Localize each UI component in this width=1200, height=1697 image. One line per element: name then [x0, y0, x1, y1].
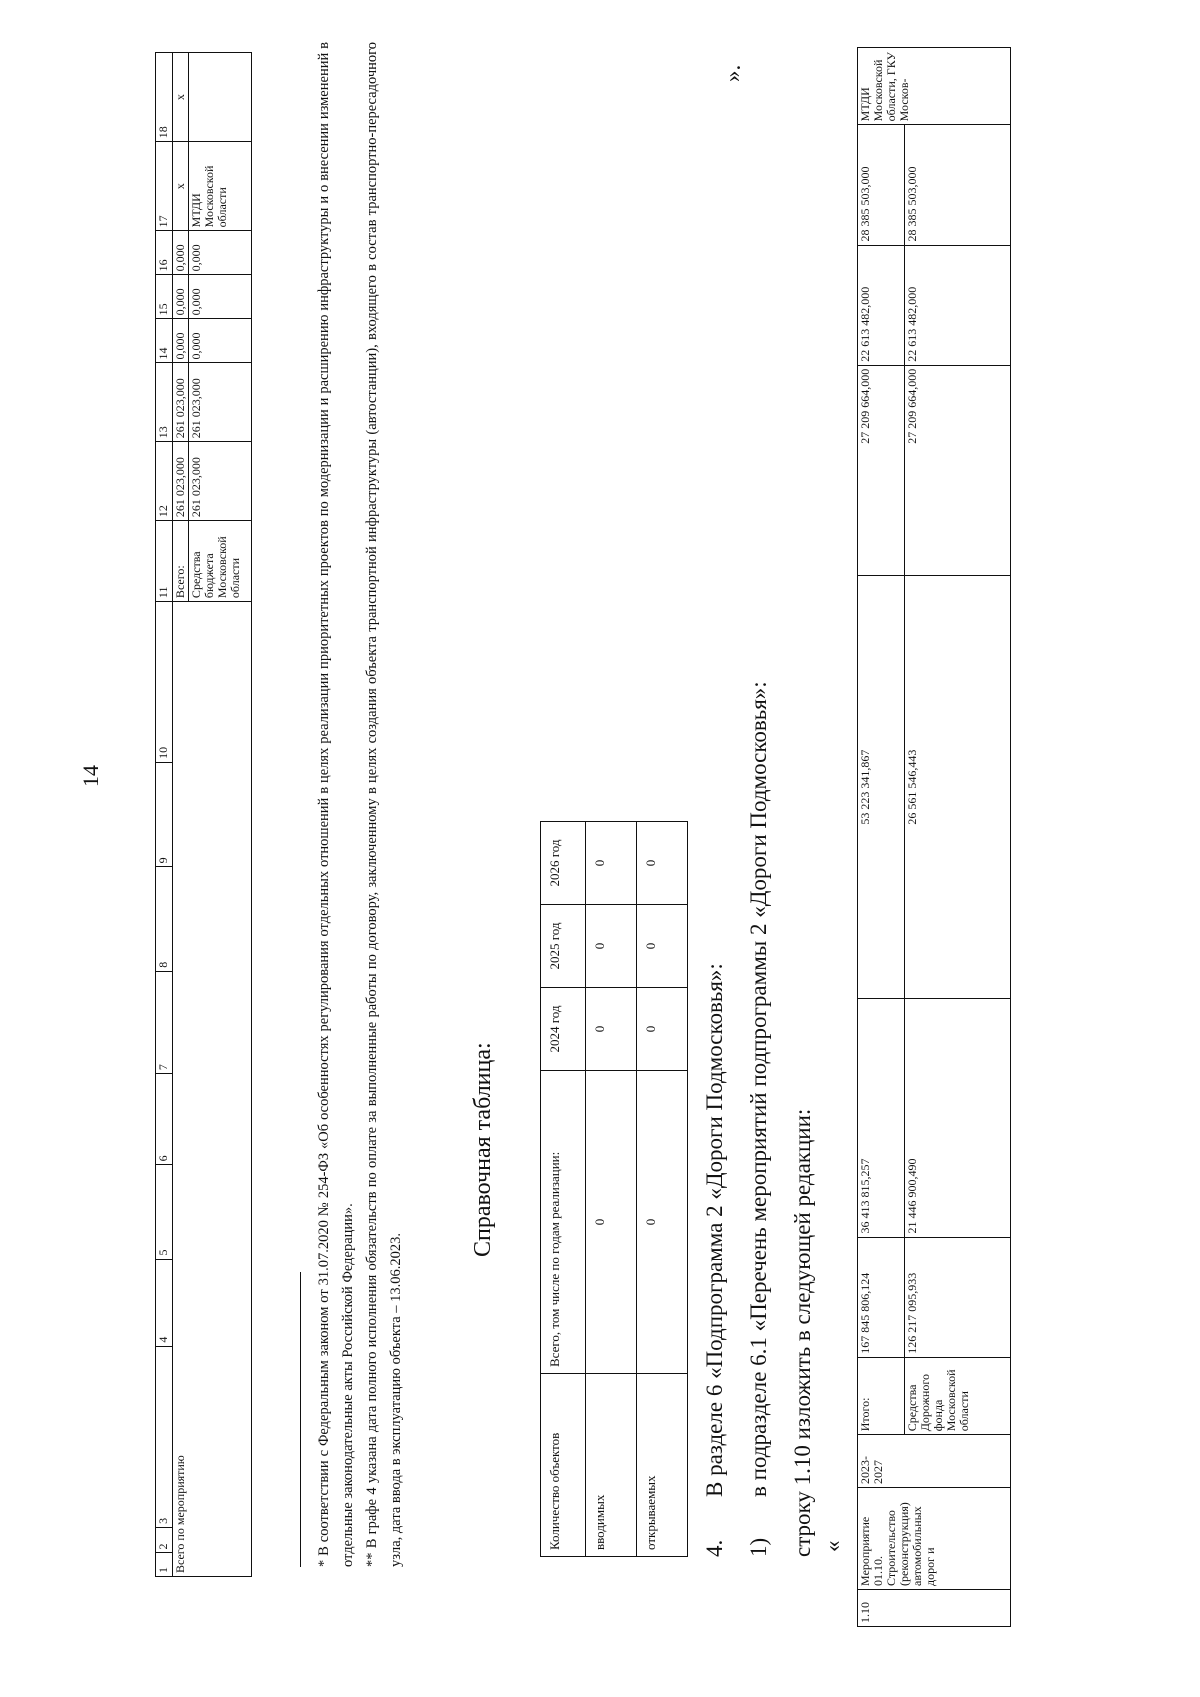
footnote-2: ** В графе 4 указана дата полного исполнения обязательств по оплате за выполненные работы по договору, заключенному в целях создания объекта транспортной инфраструктуры (автостанции), входящего в состав транспортно-пересадочного узла, дата ввода в эксплуатацию объекта – 13.06.2023. — [364, 42, 404, 1567]
value-cell: 0 — [637, 1071, 688, 1374]
row-label-text: Всего по мероприятию — [173, 1455, 187, 1573]
value-cell: 126 217 095,933 — [904, 1237, 1010, 1357]
value-cell: 27 209 664,000 — [904, 365, 1010, 575]
responsible-cell: МТДИ Московской области — [189, 142, 252, 231]
value-cell: 36 413 815,257 — [858, 999, 905, 1237]
label-cell: открываемых — [637, 1374, 688, 1557]
col-num: 2 — [156, 1527, 173, 1553]
value-cell: 261 023,000 — [173, 442, 189, 521]
value-cell: 0 — [637, 905, 688, 988]
value-cell: 0 — [586, 1071, 637, 1374]
item-number: 1) — [746, 1537, 771, 1557]
value-cell: 27 209 664,000 — [858, 365, 905, 575]
value-cell: 0 — [637, 822, 688, 905]
responsible-cell: МТДИ Московской области, ГКУ Москов- — [858, 48, 1011, 125]
table-row — [586, 822, 637, 1557]
value-cell: 261 023,000 — [189, 442, 252, 521]
item-text: в подразделе 6.1 «Перечень мероприятий подпрограммы 2 «Дороги Подмосковья»: — [746, 681, 771, 1497]
table-row — [637, 822, 688, 1557]
value-cell: 28 385 503,000 — [858, 125, 905, 245]
section-item-4 — [700, 157, 730, 1557]
section-item-1 — [744, 157, 774, 1557]
col-num: 6 — [156, 1074, 173, 1165]
col-num: 10 — [156, 602, 173, 763]
period: 2023-2027 — [858, 1435, 1011, 1488]
value-cell: x — [173, 142, 189, 231]
value-cell: 0 — [586, 905, 637, 988]
col-num: 11 — [156, 521, 173, 602]
table-row — [858, 48, 905, 1627]
value-cell: 261 023,000 — [173, 363, 189, 442]
footnote-1: * В соответствии с Федеральным законом от 31.07.2020 № 254-ФЗ «Об особенностях регулирования отдельных отношений в целях реализации приоритетных проектов по модернизации и расширению инфраструктуры и о внесении изменений в отдельные законодательные акты Российской Федерации». — [316, 42, 356, 1567]
row-number: 1.10 — [858, 1589, 1011, 1626]
col-num: 18 — [156, 53, 173, 142]
value-cell: 0,000 — [189, 319, 252, 363]
col-num: 4 — [156, 1259, 173, 1346]
value-cell: 21 446 900,490 — [904, 999, 1010, 1237]
item-number: 4. — [702, 1539, 727, 1557]
page-number: 14 — [78, 765, 103, 787]
value-cell: 261 023,000 — [189, 363, 252, 442]
section-instruction: строку 1.10 изложить в следующей редакции: — [790, 1108, 815, 1557]
footnotes — [312, 42, 408, 1567]
table-header-row — [156, 53, 173, 1577]
open-quote: « — [820, 1540, 845, 1552]
measure-name: Мероприятие 01.10. Строительство (реконструкция) автомобильных дорог и — [858, 1488, 1011, 1590]
source-label: Средства Дорожного фонда Московской области — [904, 1357, 1010, 1435]
value-cell: 0,000 — [173, 319, 189, 363]
label-cell: вводимых — [586, 1374, 637, 1557]
header-cell: 2026 год — [541, 822, 586, 905]
value-cell: 22 613 482,000 — [904, 245, 1010, 365]
col-num: 1 — [156, 1553, 173, 1577]
value-cell: 167 845 806,124 — [858, 1237, 905, 1357]
row-label — [173, 602, 252, 1577]
value-cell: 0,000 — [189, 231, 252, 275]
footnote-divider — [300, 1272, 301, 1567]
value-cell: 0 — [637, 988, 688, 1071]
table-row — [173, 53, 189, 1577]
value-cell: 0 — [586, 822, 637, 905]
col-num: 15 — [156, 275, 173, 319]
col-num: 13 — [156, 363, 173, 442]
reference-table-title: Справочная таблица: — [470, 1042, 496, 1257]
table-header-row — [541, 822, 586, 1557]
source-cell: Всего: — [173, 521, 189, 602]
value-cell: 53 223 341,867 — [858, 575, 905, 999]
col-num: 8 — [156, 867, 173, 971]
header-cell: 2024 год — [541, 988, 586, 1071]
col-num: 17 — [156, 142, 173, 231]
close-quote: ». — [720, 64, 745, 82]
col-num: 16 — [156, 231, 173, 275]
value-cell: 0,000 — [173, 231, 189, 275]
value-cell — [189, 53, 252, 142]
value-cell: x — [173, 53, 189, 142]
funding-table-top — [155, 52, 252, 1577]
header-cell: Всего, том числе по годам реализации: — [541, 1071, 586, 1374]
col-num: 12 — [156, 442, 173, 521]
col-num: 7 — [156, 971, 173, 1073]
table-row — [904, 48, 1010, 1627]
value-cell: 28 385 503,000 — [904, 125, 1010, 245]
measures-table — [857, 47, 1011, 1627]
value-cell: 0 — [586, 988, 637, 1071]
col-num: 5 — [156, 1165, 173, 1259]
header-cell: 2025 год — [541, 905, 586, 988]
value-cell: 0,000 — [173, 275, 189, 319]
source-label: Итого: — [858, 1357, 905, 1435]
value-cell: 22 613 482,000 — [858, 245, 905, 365]
value-cell: 0,000 — [189, 275, 252, 319]
col-num: 9 — [156, 762, 173, 866]
header-cell: Количество объектов — [541, 1374, 586, 1557]
source-cell: Средства бюджета Московской области — [189, 521, 252, 602]
item-text: В разделе 6 «Подпрограмма 2 «Дороги Подмосковья»: — [702, 963, 727, 1497]
reference-table — [540, 821, 688, 1557]
value-cell: 26 561 546,443 — [904, 575, 1010, 999]
col-num: 3 — [156, 1346, 173, 1527]
col-num: 14 — [156, 319, 173, 363]
